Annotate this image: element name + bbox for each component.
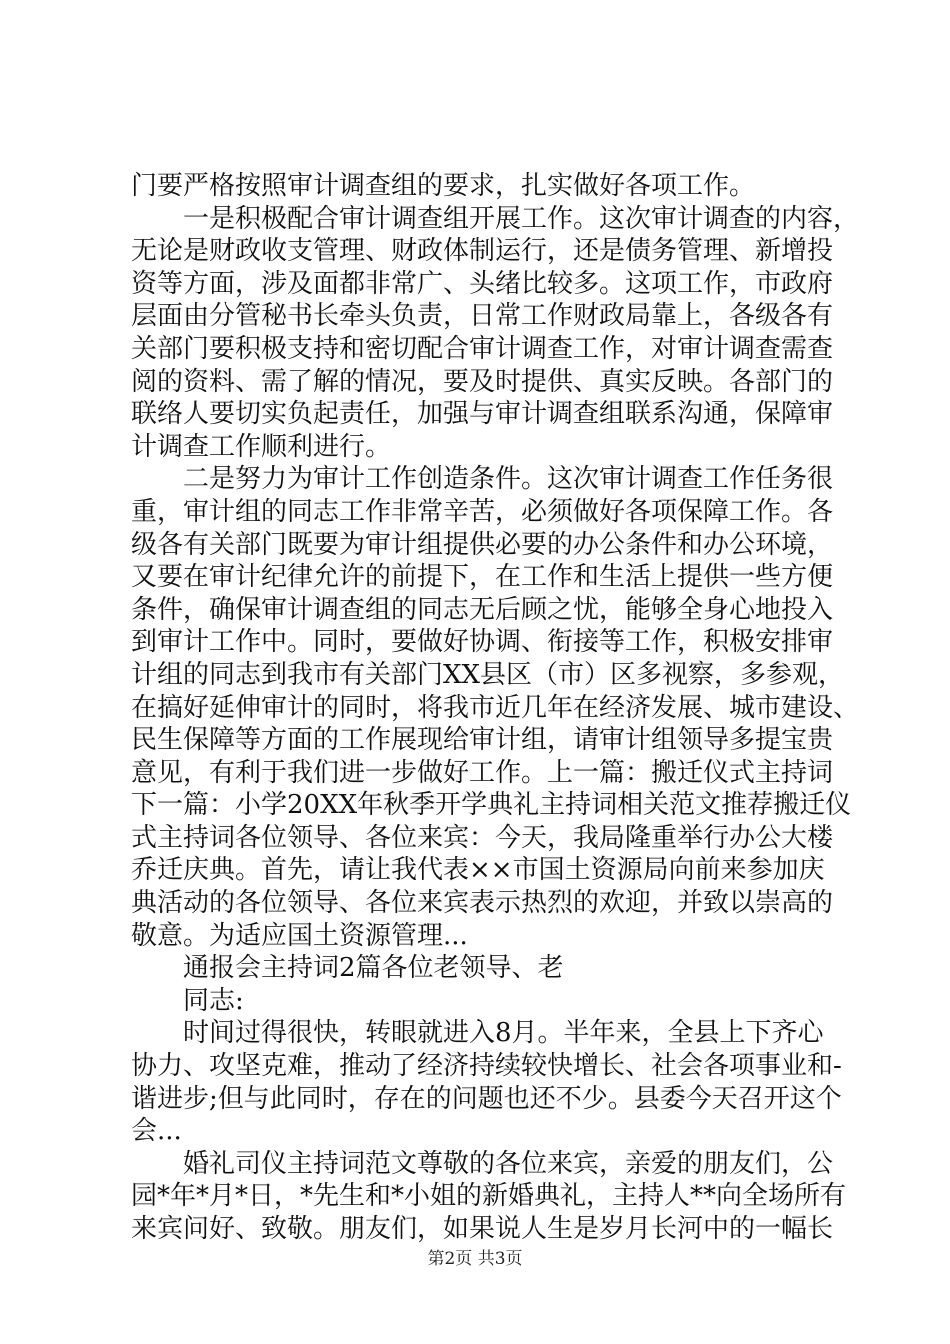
text-line: 到审计工作中。同时，要做好协调、衔接等工作，积极安排审	[131, 627, 834, 658]
text-line: 民生保障等方面的工作展现给审计组，请审计组领导多提宝贵	[131, 725, 834, 756]
text-line: 时间过得很快，转眼就进入8月。半年来，全县上下齐心	[131, 1018, 824, 1049]
text-line: 层面由分管秘书长牵头负责，日常工作财政局靠上，各级各有	[131, 301, 834, 332]
text-line: 计组的同志到我市有关部门XX县区（市）区多视察，多参观，	[131, 659, 845, 690]
text-line: 乔迁庆典。首先，请让我代表××市国土资源局向前来参加庆	[131, 855, 825, 886]
text-line: 园*年*月*日，*先生和*小姐的新婚典礼，主持人**向全场所有	[131, 1181, 847, 1212]
text-line: 阅的资料、需了解的情况，要及时提供、真实反映。各部门的	[131, 366, 834, 397]
document-body	[131, 170, 860, 1246]
text-line: 协力、攻坚克难，推动了经济持续较快增长、社会各项事业和-	[131, 1051, 842, 1082]
text-line: 在搞好延伸审计的同时，将我市近几年在经济发展、城市建设、	[131, 692, 860, 723]
text-line: 资等方面，涉及面都非常广、头绪比较多。这项工作，市政府	[131, 268, 834, 299]
text-line: 会...	[131, 1116, 182, 1147]
text-line: 条件，确保审计调查组的同志无后顾之忧，能够全身心地投入	[131, 594, 834, 625]
text-line: 二是努力为审计工作创造条件。这次审计调查工作任务很	[131, 464, 834, 495]
page-footer: 第2页 共3页	[427, 1249, 523, 1269]
text-line: 一是积极配合审计调查组开展工作。这次审计调查的内容，	[131, 203, 860, 234]
text-line: 婚礼司仪主持词范文尊敬的各位来宾，亲爱的朋友们，公	[131, 1148, 834, 1179]
text-line: 计调查工作顺利进行。	[131, 431, 392, 462]
text-line: 谐进步;但与此同时，存在的问题也还不少。县委今天召开这个	[131, 1083, 842, 1114]
text-line: 意见，有利于我们进一步做好工作。上一篇：搬迁仪式主持词	[131, 757, 834, 788]
text-line: 下一篇：小学20XX年秋季开学典礼主持词相关范文推荐搬迁仪	[131, 790, 852, 821]
text-line: 通报会主持词2篇各位老领导、老	[131, 953, 564, 984]
text-line: 门要严格按照审计调查组的要求，扎实做好各项工作。	[131, 171, 756, 201]
text-line: 重，审计组的同志工作非常辛苦，必须做好各项保障工作。各	[131, 496, 834, 527]
text-line: 又要在审计纪律允许的前提下，在工作和生活上提供一些方便	[131, 562, 834, 593]
text-line: 来宾问好、致敬。朋友们，如果说人生是岁月长河中的一幅长	[131, 1214, 834, 1244]
text-line: 无论是财政收支管理、财政体制运行，还是债务管理、新增投	[131, 236, 834, 267]
text-line: 同志:	[131, 985, 244, 1016]
text-line: 典活动的各位领导、各位来宾表示热烈的欢迎，并致以崇高的	[131, 888, 834, 919]
text-line: 敬意。为适应国土资源管理...	[131, 920, 468, 951]
text-line: 式主持词各位领导、各位来宾：今天，我局隆重举行办公大楼	[131, 822, 834, 853]
text-line: 联络人要切实负起责任，加强与审计调查组联系沟通，保障审	[131, 399, 834, 430]
text-line: 关部门要积极支持和密切配合审计调查工作，对审计调查需查	[131, 333, 834, 364]
text-line: 级各有关部门既要为审计组提供必要的办公条件和办公环境，	[131, 529, 834, 560]
